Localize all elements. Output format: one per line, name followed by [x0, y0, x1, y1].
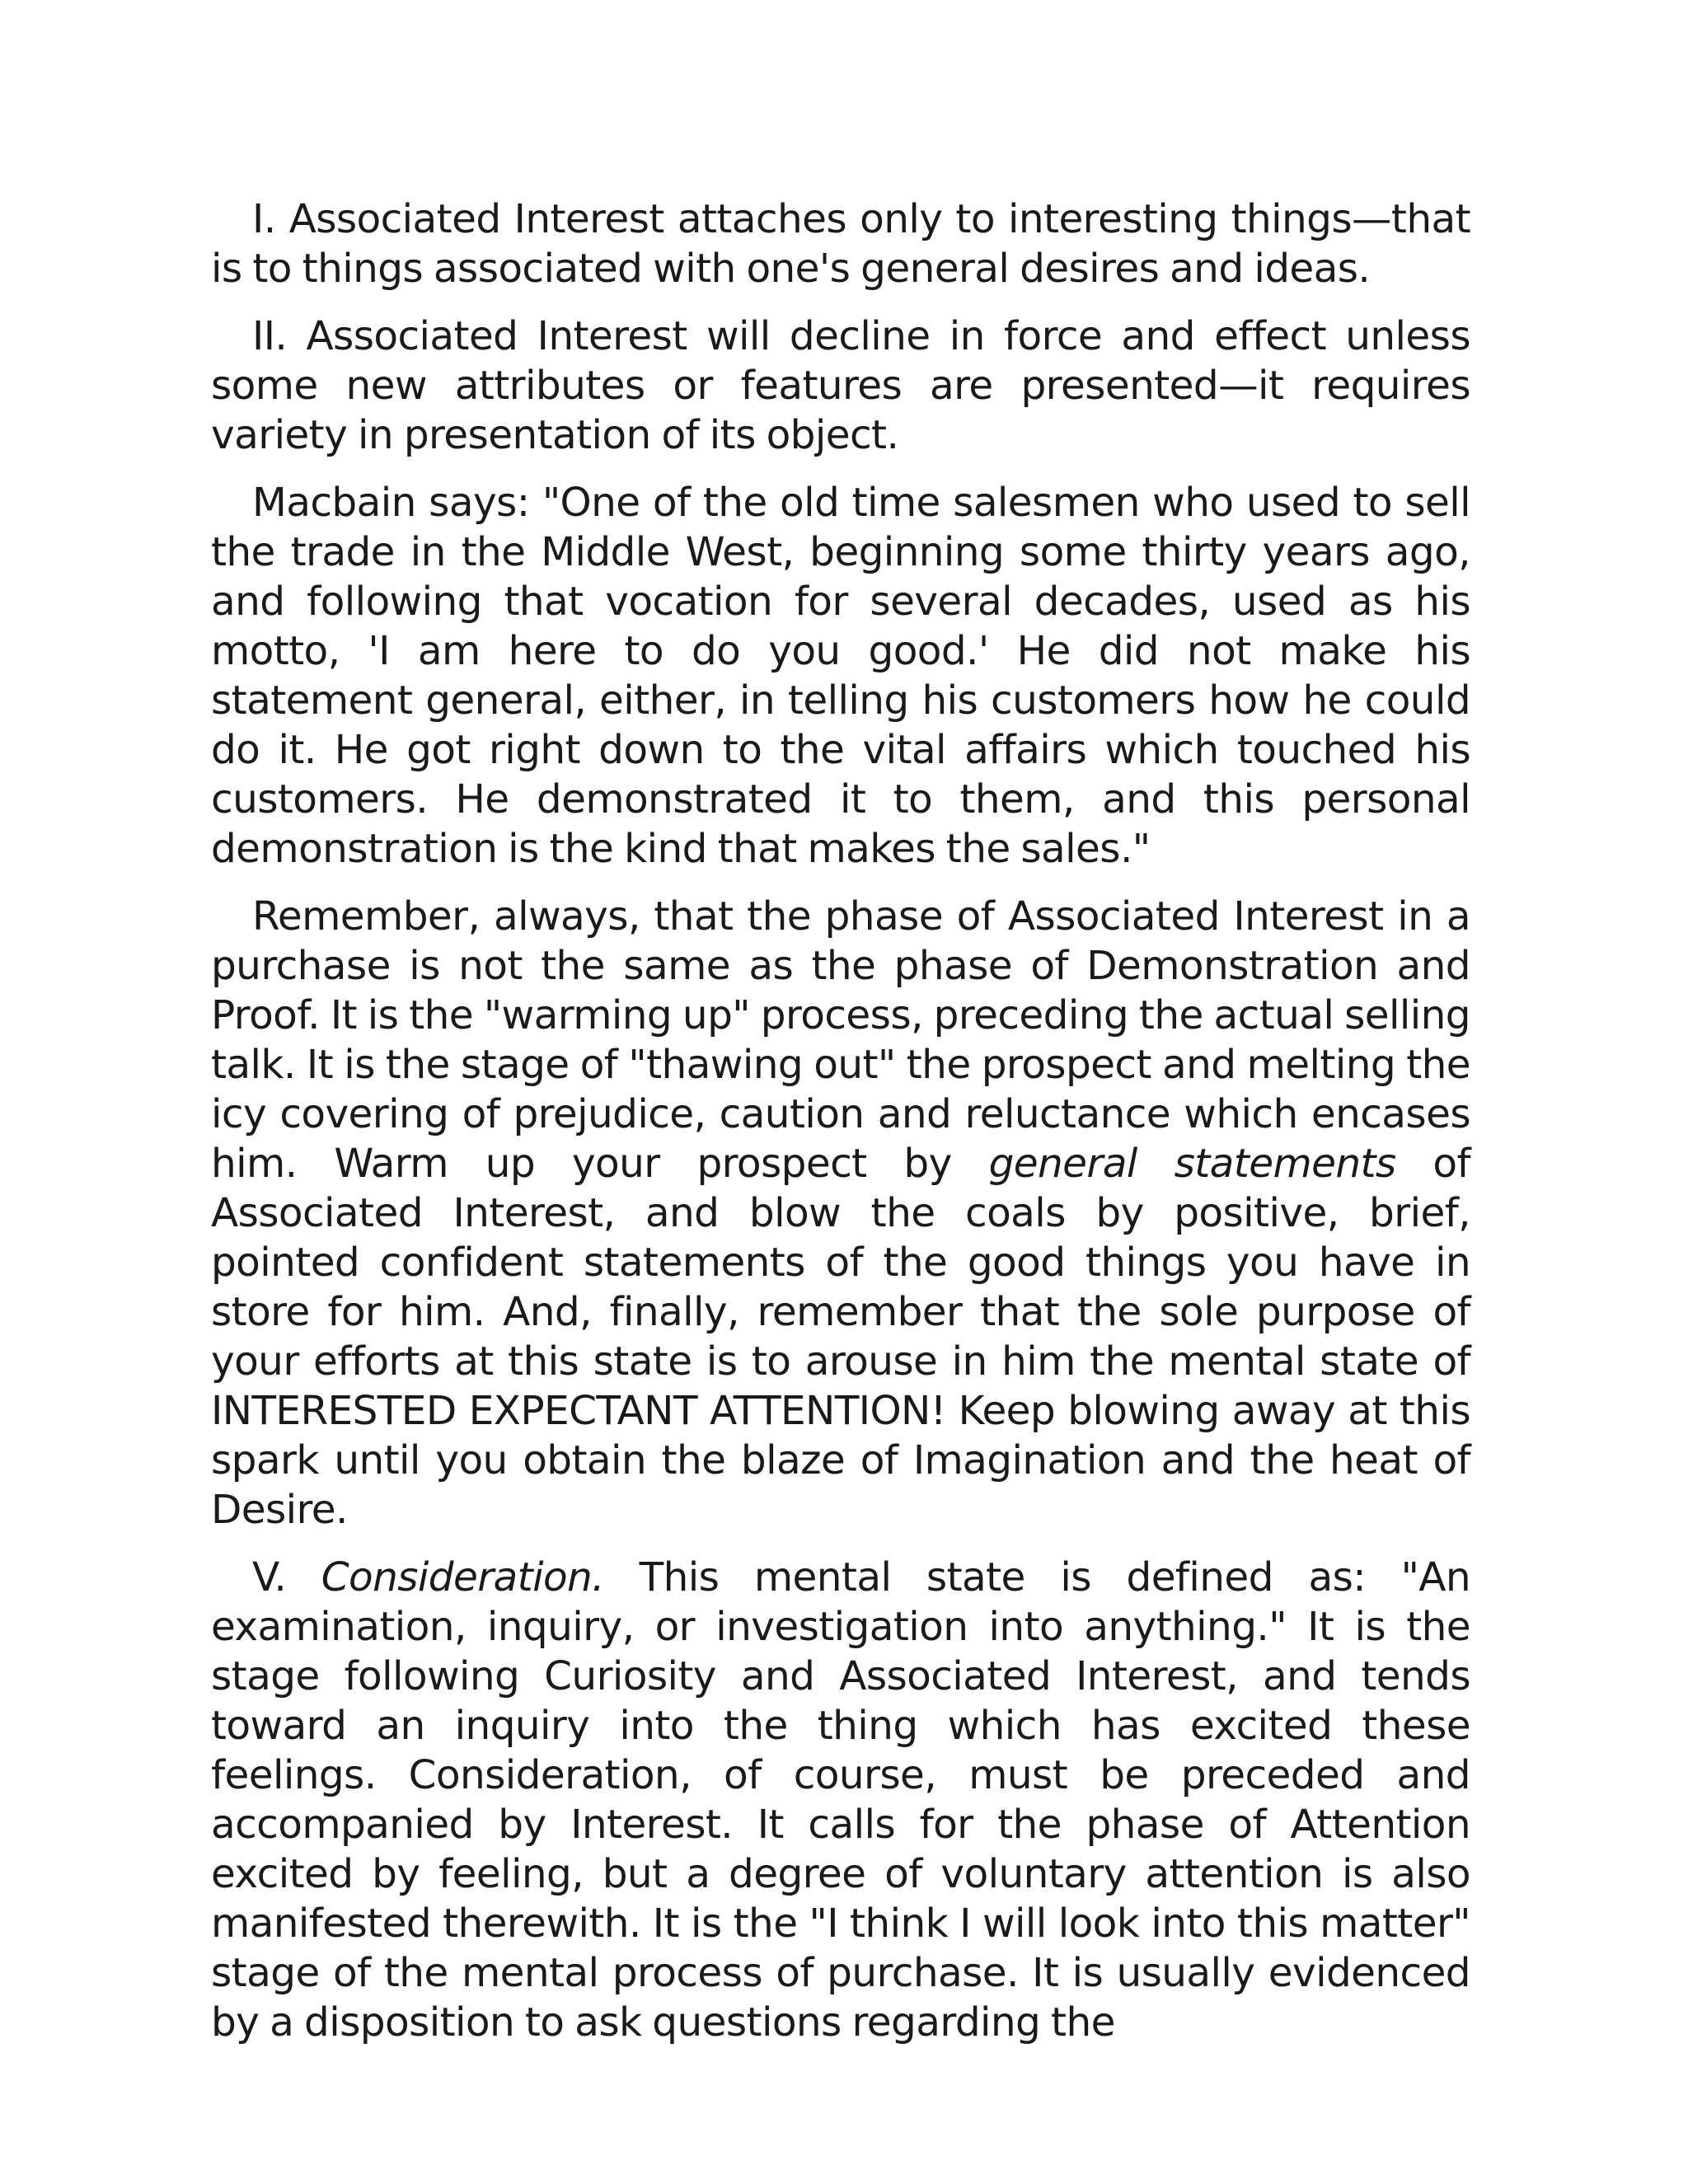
paragraph-remember	[211, 892, 1470, 1535]
paragraph-text: I. Associated Interest attaches only to interesting things—that is to things associated with one's general desires and ideas.	[211, 196, 1470, 292]
document-page	[211, 194, 1470, 2065]
section-number: V.	[252, 1554, 321, 1601]
paragraph-text: Remember, always, that the phase of Associated Interest in a purchase is not the same as the phase of Demonstration and Proof. It is the "warming up" process, preceding the actual selling talk. It is the stage of "thawing out" the prospect and melting the icy covering of prejudice, caution and reluctance which encases him. Warm up your prospect by	[211, 893, 1470, 1187]
paragraph-text: Macbain says: "One of the old time salesmen who used to sell the trade in the Middle West, beginning some thirty years ago, and following that vocation for several decades, used as his motto, 'I am here to do you good.' He did not make his statement general, either, in telling his customers how he could do it. He got right down to the vital affairs which touched his customers. He demonstrated it to them, and this personal demonstration is the kind that makes the sales."	[211, 480, 1470, 872]
paragraph-text: of Associated Interest, and blow the coals by positive, brief, pointed confident statements of the good things you have in store for him. And, finally, remember that the sole purpose of your efforts at this state is to arouse in him the mental state of INTERESTED EXPECTANT ATTENTION! Keep blowing away at this spark until you obtain the blaze of Imagination and the heat of Desire.	[211, 1141, 1470, 1533]
paragraph-macbain-quote	[211, 478, 1470, 874]
paragraph-text: This mental state is defined as: "An examination, inquiry, or investigation into anything." It is the stage following Curiosity and Associated Interest, and tends toward an inquiry into the thing which has excited these feelings. Consideration, of course, must be preceded and accompanied by Interest. It calls for the phase of Attention excited by feeling, but a degree of voluntary attention is also manifested therewith. It is the "I think I will look into this matter" stage of the mental process of purchase. It is usually evidenced by a disposition to ask questions regarding the	[211, 1554, 1470, 2046]
paragraph-associated-interest-ii	[211, 312, 1470, 460]
paragraph-associated-interest-i	[211, 194, 1470, 293]
paragraph-text: II. Associated Interest will decline in force and effect unless some new attributes or features are presented—it requires variety in presentation of its object.	[211, 313, 1470, 458]
term-consideration: Consideration.	[321, 1554, 604, 1601]
paragraph-consideration	[211, 1553, 1470, 2047]
emphasis-general-statements: general statements	[988, 1141, 1396, 1187]
